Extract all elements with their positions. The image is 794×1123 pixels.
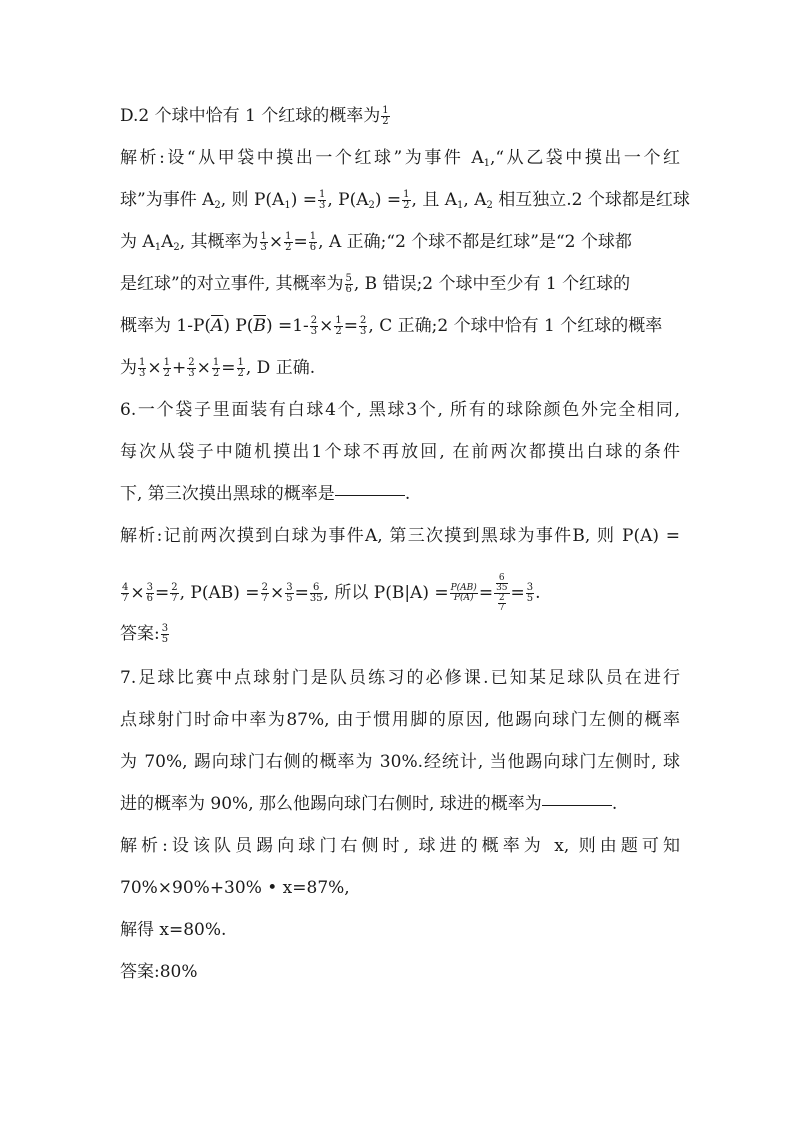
answer-blank bbox=[335, 494, 405, 496]
fraction: $\frac{1}{3}$ bbox=[260, 231, 267, 253]
fraction: $\frac{1}{2}$ bbox=[335, 315, 342, 337]
question-7-line: 点球射门时命中率为87%, 由于惯用脚的原因, 他踢向球门左侧的概率 bbox=[120, 710, 680, 730]
fraction: $\frac{1}{2}$ bbox=[237, 357, 244, 379]
fraction: $\frac{1}{6}$ bbox=[309, 231, 317, 253]
question-7-line: 进的概率为 90%, 那么他踢向球门右侧时, 球进的概率为 . bbox=[120, 794, 618, 814]
fraction: $\frac{2}{7}$ bbox=[171, 582, 178, 604]
fraction: $\frac{6}{35}$ bbox=[309, 582, 323, 604]
fraction: $\frac{1}{3}$ bbox=[139, 357, 146, 379]
fraction: $\frac{3}{6}$ bbox=[146, 582, 153, 604]
analysis-line: 是红球”的对立事件, 其概率为 $\frac{5}{6}$ , B 错误;2 个球中至少有 1 个红球的 bbox=[120, 273, 631, 295]
option-d-line: D.2 个球中恰有 1 个红球的概率为 $\frac{1}{2}$ bbox=[120, 105, 389, 127]
answer-line: 答案: $\frac{3}{5}$ bbox=[120, 623, 169, 645]
fraction: $\frac{3}{5}$ bbox=[286, 582, 293, 604]
fraction: $\frac{2}{3}$ bbox=[188, 357, 195, 379]
answer-line: 答案:80% bbox=[120, 962, 198, 982]
fraction: $\frac{1}{2}$ bbox=[382, 105, 389, 127]
fraction: $\frac{4}{7}$ bbox=[122, 582, 129, 604]
fraction: $\frac{3}{5}$ bbox=[161, 623, 169, 645]
fraction: $\frac{1}{2}$ bbox=[403, 189, 410, 211]
analysis-line: 为 $A_1A_2$, 其概率为 $\frac{1}{3}$ × $\frac{1}{2}$ = $\frac{1}{6}$ , A 正确;“2 个球不都是红球”是“2 个球都 bbox=[120, 231, 632, 253]
complex-fraction: $\frac{\frac{6}{35}}{\frac{2}{7}}$ bbox=[496, 573, 508, 613]
fraction: $\frac{2}{3}$ bbox=[310, 315, 318, 337]
fraction: $\frac{3}{5}$ bbox=[526, 582, 534, 604]
analysis-line: 解析:记前两次摸到白球为事件A, 第三次摸到黑球为事件B, 则 P(A) = bbox=[120, 526, 680, 546]
fraction: $\frac{1}{2}$ bbox=[212, 357, 220, 379]
equation-line: 70%×90%+30% • x=87%, bbox=[120, 878, 350, 898]
fraction: $\frac{1}{2}$ bbox=[163, 357, 170, 379]
solution-line: 解得 x=80%. bbox=[120, 920, 227, 940]
fraction: $\frac{5}{6}$ bbox=[345, 273, 352, 295]
fraction: $\frac{2}{3}$ bbox=[360, 315, 367, 337]
question-6-line: 下, 第三次摸出黑球的概率是 . bbox=[120, 484, 411, 504]
answer-blank bbox=[542, 804, 612, 806]
analysis-line: 解析:设“从甲袋中摸出一个红球”为事件 $A_1,“$从乙袋中摸出一个红 bbox=[120, 148, 680, 169]
analysis-line: 为 $\frac{1}{3}$ × $\frac{1}{2}$ + $\frac{2}{3}$ × $\frac{1}{2}$ = $\frac{1}{2}$ , D 正确. bbox=[120, 357, 316, 379]
question-6-line: 每次从袋子中随机摸出1个球不再放回, 在前两次都摸出白球的条件 bbox=[120, 442, 680, 462]
fraction: $\frac{P(AB)}{P(A)}$ bbox=[450, 583, 477, 603]
question-7-line: 7.足球比赛中点球射门是队员练习的必修课.已知某足球队员在进行 bbox=[120, 668, 680, 688]
analysis-line: 解析:设该队员踢向球门右侧时, 球进的概率为 x, 则由题可知 bbox=[120, 836, 680, 856]
fraction: $\frac{2}{7}$ bbox=[261, 582, 268, 604]
analysis-line: 球”为事件 $A_2$, 则 $P(A_1)$ = $\frac{1}{3}$ , $P(A_2)$ = $\frac{1}{2}$ , 且 $A_1$, $A_2$ 相互独立.2 个球都是红球 bbox=[120, 189, 690, 211]
analysis-line: 概率为 $1-P(\overline{A})$ $P(\overline{B}) =1-$ $\frac{2}{3}$ × $\frac{1}{2}$ = $\frac{2}{3}$ , C 正确;2 个球中恰有 1 个红球的概率 bbox=[120, 315, 663, 337]
fraction: $\frac{1}{2}$ bbox=[285, 231, 292, 253]
analysis-line: $\frac{4}{7}$ × $\frac{3}{6}$ = $\frac{2}{7}$ , P(AB) = $\frac{2}{7}$ × $\frac{3}{5}$ = $\frac{6}{35}$ , 所以 P(B|A) = $\frac{P(AB)}{P(A)}$ = $\frac{\frac{6}{35}}{\frac{2}{7}}$ = $\frac{3}{5}$ . bbox=[122, 573, 541, 613]
question-6-line: 6.一个袋子里面装有白球4个, 黑球3个, 所有的球除颜色外完全相同, bbox=[120, 400, 680, 420]
fraction: $\frac{1}{3}$ bbox=[318, 189, 326, 211]
question-7-line: 为 70%, 踢向球门右侧的概率为 30%.经统计, 当他踢向球门左侧时, 球 bbox=[120, 752, 680, 772]
